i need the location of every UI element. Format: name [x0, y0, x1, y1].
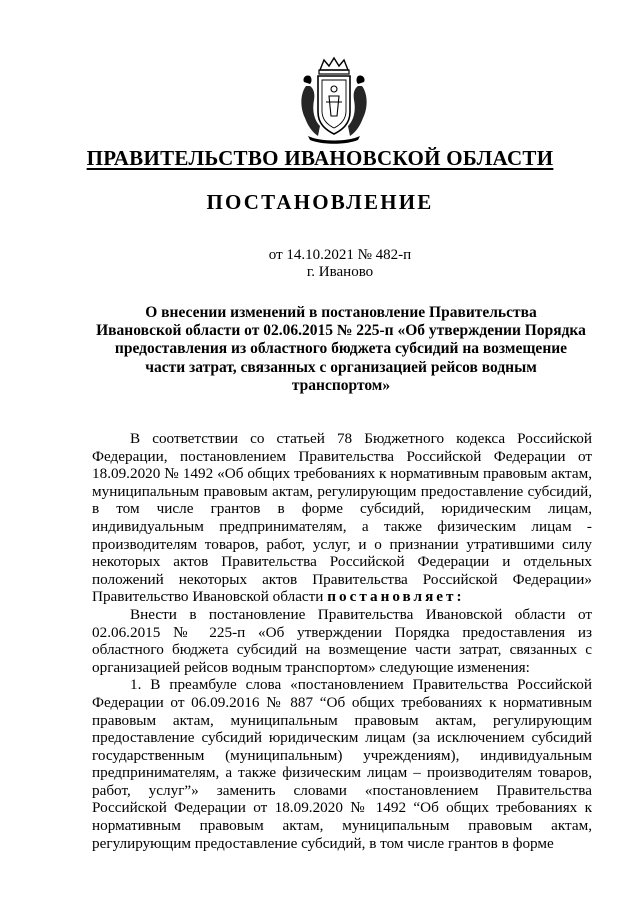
paragraph-item-1: 1. В преамбуле слова «постановлением Правительства Российской Федерации от 06.09.2016 № 887 “Об общих требованиях к нормативным правовым актам, муниципальным правовым актам, регулирующим предоставление субсидий юридическим лицам (за исключением субсидий государственным (муниципальным) учреждениям), индивидуальным предпринимателям, а также физическим лицам – производителям товаров, работ, услуг”» заменить словами «постановлением Правительства Российской Федерации от 18.09.2020 № 1492 “Об общих требованиях к нормативным правовым актам, муниципальным правовым актам, регулирующим предоставление субсидий, в том числе грантов в форме	[92, 676, 592, 852]
title-line: О внесении изменений в постановление Правительства	[145, 304, 537, 321]
title-line: Ивановской области от 02.06.2015 № 225-п «Об утверждении Порядка	[96, 322, 586, 340]
resolution-keyword: постановляет	[327, 588, 457, 606]
paragraph-amend: Внести в постановление Правительства Ивановской области от 02.06.2015 № 225-п «Об утверждении Порядка предоставления из областного бюджета субсидий на возмещение части затрат, связанных с организацией рейсов водным транспортом» следующие изменения:	[92, 605, 592, 676]
title-line: транспортом»	[291, 376, 391, 394]
document-city: г. Иваново	[306, 264, 374, 280]
government-name: ПРАВИТЕЛЬСТВО ИВАНОВСКОЙ ОБЛАСТИ	[86, 146, 554, 170]
document-title	[96, 304, 586, 395]
document-type: ПОСТАНОВЛЕНИЕ	[206, 190, 434, 214]
ivanovo-coat-of-arms-icon	[296, 56, 372, 144]
document-date-number: от 14.10.2021 № 482-п	[268, 247, 412, 263]
title-line: предоставления из областного бюджета субсидий на возмещение	[114, 340, 568, 358]
document-body	[92, 430, 592, 852]
title-line: части затрат, связанных с организацией рейсов водным	[145, 358, 537, 376]
paragraph-preamble	[92, 430, 592, 606]
paragraph-text: В соответствии со статьей 78 Бюджетного кодекса Российской Федерации, постановлением Правительства Российской Федерации от 18.09.2020 № 1492 «Об общих требованиях к нормативным правовым актам, муниципальным правовым актам, регулирующим предоставление субсидий, в том числе грантов в форме субсидий, юридическим лицам, индивидуальным предпринимателям, а также физическим лицам - производителям товаров, работ, услуг, и о признании утратившими силу некоторых актов Правительства Российской Федерации и отдельных положений некоторых актов Правительства Российской Федерации» Правительство Ивановской области	[92, 430, 592, 606]
paragraph-colon: :	[456, 588, 462, 606]
